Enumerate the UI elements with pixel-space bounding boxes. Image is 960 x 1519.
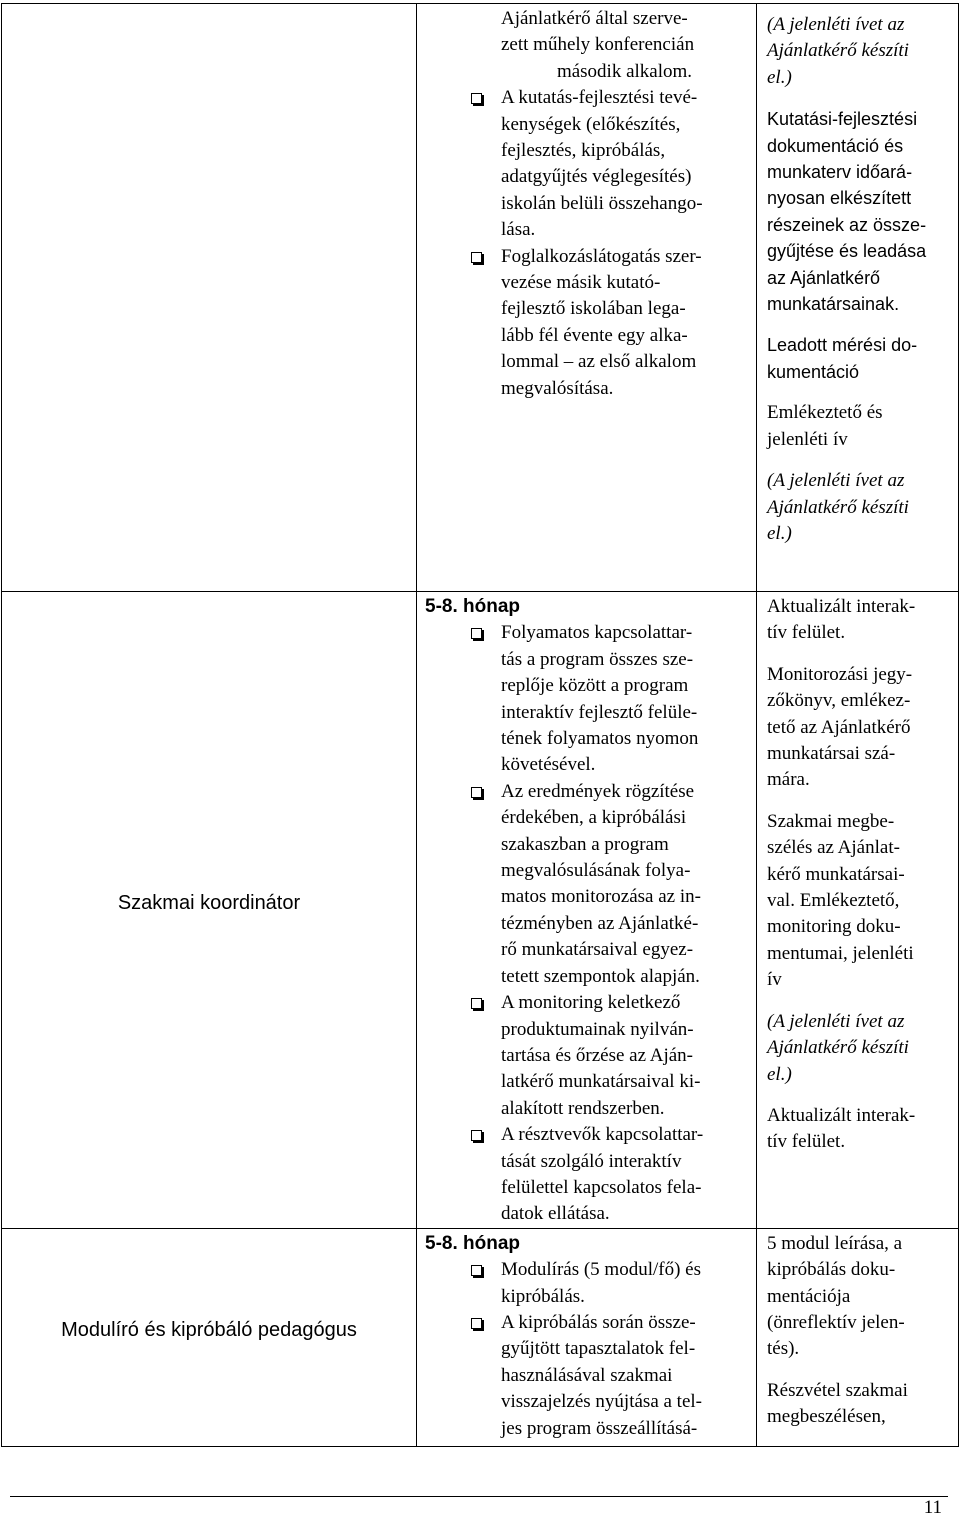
bullet-text-line: iskolán belüli összehango-: [501, 192, 703, 214]
deliverable-text-line: mára.: [767, 769, 810, 791]
deliverable-text-line: tető az Ajánlatkérő: [767, 716, 911, 738]
checkbox-bullet-icon: [471, 998, 482, 1009]
deliverable-text-line: Szakmai megbe-: [767, 810, 895, 832]
bullet-text-line: replője között a program: [501, 675, 689, 697]
bullet-item: [425, 1310, 748, 1442]
deliverable-paragraph: [767, 400, 952, 453]
bullet-text-line: tartása és őrzése az Aján-: [501, 1044, 694, 1066]
deliverable-text-line: Emlékeztető és: [767, 402, 883, 424]
bullet-text-line: jes program összeállításá-: [501, 1417, 698, 1439]
deliverable-paragraph: [767, 332, 952, 385]
deliverable-text-line: Leadott mérési do-: [767, 335, 918, 356]
checkbox-bullet-icon: [471, 1130, 482, 1141]
bullet-item: [425, 1257, 748, 1310]
checkbox-bullet-icon: [471, 93, 482, 104]
checkbox-bullet-icon: [471, 628, 482, 639]
deliverable-text-line: (A jelenléti ívet az: [767, 1010, 905, 1032]
deliverables-cell: [757, 1228, 959, 1446]
checkbox-bullet-icon: [471, 787, 482, 798]
bullet-item: [425, 779, 748, 990]
deliverable-text-line: kérő munkatársai-: [767, 863, 905, 885]
bullet-text-line: Modulírás (5 modul/fő) és: [501, 1259, 702, 1281]
deliverable-paragraph: [767, 662, 952, 794]
deliverable-text-line: kumentáció: [767, 361, 860, 382]
continued-text: Ajánlatkérő által szerve- zett műhely konferencián: [501, 8, 695, 56]
deliverable-paragraph: [767, 106, 952, 317]
table-row: [2, 1228, 959, 1446]
bullet-item: [425, 620, 748, 778]
tasks-cell: [417, 592, 757, 1229]
bullet-text-line: latkérő munkatársaival ki-: [501, 1071, 701, 1093]
deliverable-text-line: dokumentáció és: [767, 135, 904, 156]
bullet-text-line: Foglalkozáslátogatás szer-: [501, 245, 702, 267]
deliverable-text-line: el.): [767, 522, 792, 544]
bullet-text-line: fejlesztő iskolában lega-: [501, 298, 686, 320]
bullet-text-line: érdekében, a kipróbálási: [501, 807, 687, 829]
deliverable-text-line: val. Emlékeztető,: [767, 890, 900, 912]
bullet-text-line: követésével.: [501, 754, 596, 776]
deliverable-text-line: el.): [767, 1063, 792, 1085]
table-row: [2, 592, 959, 1229]
bullet-text-line: tását szolgáló interaktív: [501, 1150, 682, 1172]
deliverables-cell: [757, 4, 959, 592]
deliverable-paragraph: [767, 1378, 952, 1431]
bullet-item: [425, 85, 748, 243]
bullet-text-line: kenységek (előkészítés,: [501, 113, 681, 135]
deliverable-text-line: Ajánlatkérő készíti: [767, 496, 909, 518]
bullet-text-line: fejlesztés, kipróbálás,: [501, 140, 666, 162]
bullet-text-line: tás a program összes sze-: [501, 648, 694, 670]
checkbox-bullet-icon: [471, 252, 482, 263]
deliverable-text-line: munkatársai szá-: [767, 743, 896, 765]
deliverables-cell: [757, 592, 959, 1229]
deliverable-text-line: Ajánlatkérő készíti: [767, 1037, 909, 1059]
footer-rule: [10, 1496, 948, 1497]
deliverable-paragraph: [767, 12, 952, 91]
deliverable-text-line: (A jelenléti ívet az: [767, 14, 905, 35]
bullet-text-line: vezése másik kutató-: [501, 272, 661, 294]
bullet-text-line: lommal – az első alkalom: [501, 351, 697, 373]
bullet-text-line: megvalósulásának folya-: [501, 860, 691, 882]
deliverable-text-line: Ajánlatkérő készíti: [767, 40, 909, 62]
deliverable-text-line: monitoring doku-: [767, 916, 901, 938]
role-label: Modulíró és kipróbáló pedagógus: [61, 1318, 357, 1341]
deliverable-paragraph: [767, 1103, 952, 1156]
deliverable-paragraph: [767, 809, 952, 994]
deliverable-text-line: gyűjtése és leadása: [767, 241, 927, 262]
deliverable-text-line: mentumai, jelenléti: [767, 942, 914, 964]
deliverable-text-line: mentációja: [767, 1285, 851, 1307]
bullet-text-line: A kipróbálás során össze-: [501, 1311, 696, 1333]
bullet-text-line: produktumainak nyilván-: [501, 1018, 694, 1040]
bullet-text-line: tézményben az Ajánlatké-: [501, 912, 699, 934]
bullet-text-line: matos monitorozása az in-: [501, 886, 701, 908]
deliverable-text-line: jelenléti ív: [767, 428, 848, 450]
bullet-text-line: alakított rendszerben.: [501, 1097, 665, 1119]
project-task-table: [1, 3, 959, 1447]
deliverable-text-line: kipróbálás doku-: [767, 1259, 896, 1281]
deliverable-text-line: munkaterv időará-: [767, 162, 913, 183]
month-heading: 5-8. hónap: [425, 1232, 521, 1254]
bullet-text-line: lább fél évente egy alka-: [501, 324, 688, 346]
tasks-cell: [417, 4, 757, 592]
bullet-text-line: datok ellátása.: [501, 1203, 610, 1225]
deliverable-paragraph: [767, 1009, 952, 1088]
bullet-text-line: adatgyűjtés véglegesítés): [501, 166, 692, 188]
deliverable-text-line: az Ajánlatkérő: [767, 267, 881, 288]
bullet-text-line: interaktív fejlesztő felüle-: [501, 701, 698, 723]
role-cell: [2, 1228, 417, 1446]
bullet-text-line: A résztvevők kapcsolattar-: [501, 1124, 704, 1146]
deliverable-paragraph: [767, 1231, 952, 1363]
deliverable-text-line: 5 modul leírása, a: [767, 1232, 903, 1254]
continued-text-centered: második alkalom.: [556, 60, 693, 82]
deliverable-text-line: munkatársainak.: [767, 294, 900, 315]
deliverable-text-line: Aktualizált interak-: [767, 596, 916, 617]
page-number: 11: [923, 1497, 942, 1518]
deliverable-paragraph: [767, 468, 952, 547]
bullet-text-line: tetett szempontok alapján.: [501, 965, 700, 987]
bullet-text-line: Az eredmények rögzítése: [501, 780, 695, 802]
bullet-text-line: megvalósítása.: [501, 377, 614, 399]
bullet-text-line: tének folyamatos nyomon: [501, 728, 699, 750]
bullet-text-line: A monitoring keletkező: [501, 992, 681, 1014]
bullet-text-line: lása.: [501, 219, 536, 241]
deliverable-text-line: tív felület.: [767, 1131, 846, 1153]
bullet-text-line: szakaszban a program: [501, 833, 669, 855]
bullet-text-line: használásával szakmai: [501, 1364, 673, 1386]
deliverable-text-line: Részvétel szakmai: [767, 1379, 908, 1401]
tasks-cell: [417, 1228, 757, 1446]
month-heading: 5-8. hónap: [425, 596, 521, 617]
bullet-text-line: kipróbálás.: [501, 1285, 585, 1307]
table-row: [2, 4, 959, 592]
deliverable-text-line: részeinek az össze-: [767, 214, 927, 235]
deliverable-text-line: Aktualizált interak-: [767, 1104, 916, 1126]
deliverable-text-line: tés).: [767, 1338, 800, 1360]
deliverable-text-line: Kutatási-fejlesztési: [767, 109, 918, 130]
bullet-text-line: visszajelzés nyújtása a tel-: [501, 1391, 703, 1413]
deliverable-text-line: el.): [767, 66, 792, 88]
bullet-text-line: rő munkatársaival egyez-: [501, 939, 694, 961]
deliverable-text-line: tív felület.: [767, 622, 846, 644]
deliverable-text-line: (A jelenléti ívet az: [767, 470, 905, 492]
bullet-text-line: Folyamatos kapcsolattar-: [501, 622, 693, 644]
role-cell: [2, 592, 417, 1229]
deliverable-text-line: megbeszélésen,: [767, 1406, 886, 1428]
deliverable-text-line: szélés az Ajánlat-: [767, 837, 900, 859]
bullet-text-line: gyűjtött tapasztalatok fel-: [501, 1338, 696, 1360]
role-cell-empty: [2, 4, 417, 592]
bullet-text-line: felülettel kapcsolatos fela-: [501, 1176, 702, 1198]
deliverable-paragraph: [767, 594, 952, 647]
deliverable-text-line: zőkönyv, emlékez-: [767, 690, 911, 712]
checkbox-bullet-icon: [471, 1318, 482, 1329]
bullet-item: [425, 1122, 748, 1228]
role-label: Szakmai koordinátor: [117, 892, 301, 914]
bullet-item: [425, 244, 748, 402]
deliverable-text-line: (önreflektív jelen-: [767, 1311, 905, 1333]
deliverable-text-line: Monitorozási jegy-: [767, 663, 913, 685]
deliverable-text-line: ív: [767, 969, 782, 991]
bullet-item: [425, 990, 748, 1122]
checkbox-bullet-icon: [471, 1265, 482, 1276]
deliverable-text-line: nyosan elkészített: [767, 188, 912, 209]
bullet-text-line: A kutatás-fejlesztési tevé-: [501, 87, 698, 109]
